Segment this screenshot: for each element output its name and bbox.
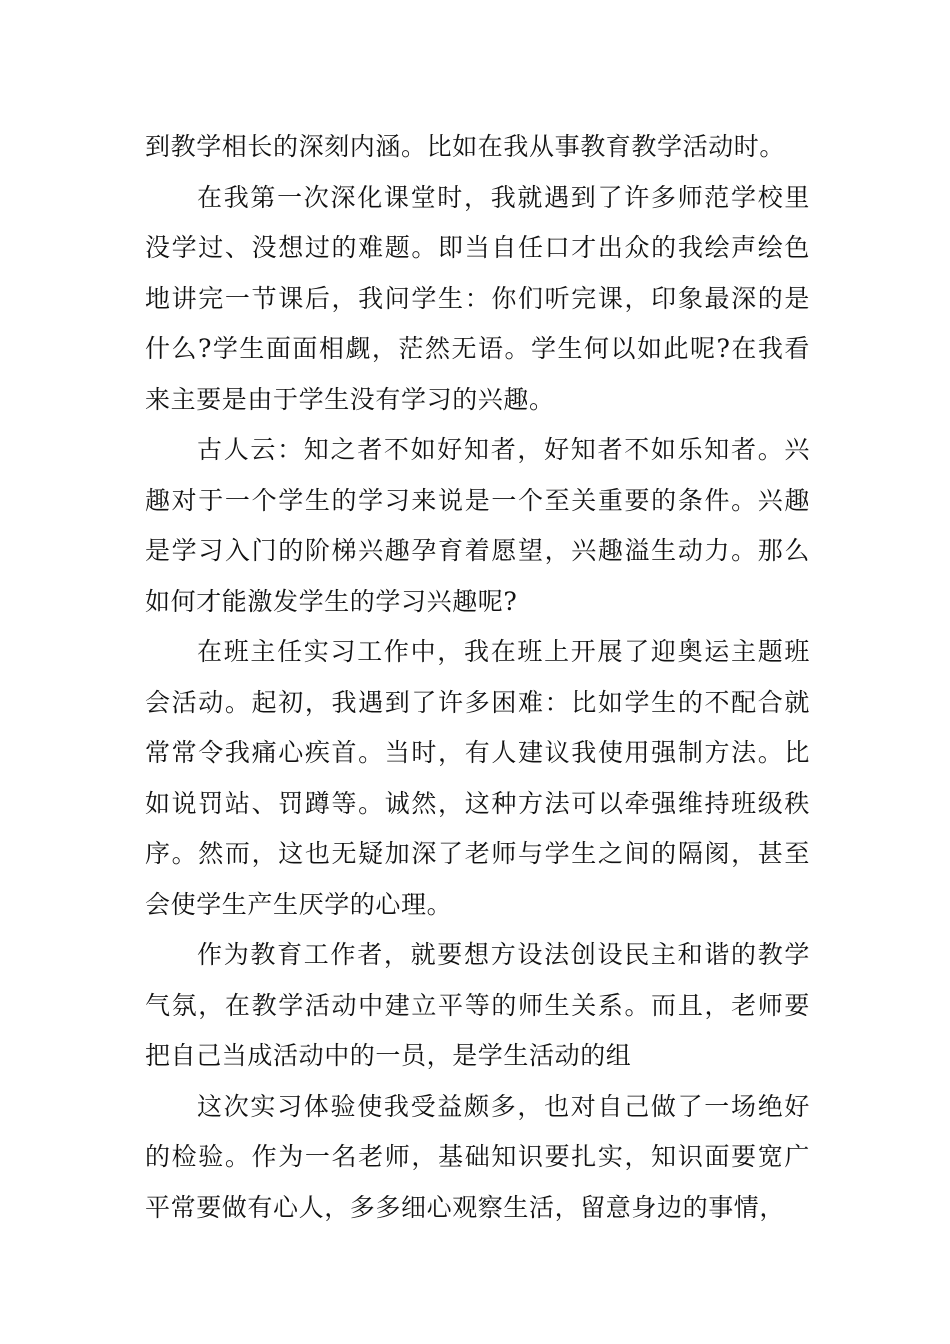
paragraph-5: 作为教育工作者，就要想方设法创设民主和谐的教学气氛，在教学活动中建立平等的师生关系。而且，老师要把自己当成活动中的一员，是学生活动的组	[145, 940, 810, 1070]
paragraph-4: 在班主任实习工作中，我在班上开展了迎奥运主题班会活动。起初，我遇到了许多困难：比如学生的不配合就常常令我痛心疾首。当时，有人建议我使用强制方法。比如说罚站、罚蹲等。诚然，这种方法可以牵强维持班级秩序。然而，这也无疑加深了老师与学生之间的隔阂，甚至会使学生产生厌学的心理。	[145, 637, 810, 919]
paragraph-2: 在我第一次深化课堂时，我就遇到了许多师范学校里没学过、没想过的难题。即当自任口才出众的我绘声绘色地讲完一节课后，我问学生：你们听完课，印象最深的是什么?学生面面相觑，茫然无语。学生何以如此呢?在我看来主要是由于学生没有学习的兴趣。	[145, 182, 810, 414]
paragraph-1: 到教学相长的深刻内涵。比如在我从事教育教学活动时。	[145, 132, 786, 161]
paragraph-3: 古人云：知之者不如好知者，好知者不如乐知者。兴趣对于一个学生的学习来说是一个至关重要的条件。兴趣是学习入门的阶梯兴趣孕育着愿望，兴趣溢生动力。那么如何才能激发学生的学习兴趣呢?	[145, 435, 810, 616]
paragraph-6: 这次实习体验使我受益颇多，也对自己做了一场绝好的检验。作为一名老师，基础知识要扎实，知识面要宽广平常要做有心人，多多细心观察生活，留意身边的事情，	[145, 1091, 810, 1222]
document-body	[145, 122, 810, 1233]
